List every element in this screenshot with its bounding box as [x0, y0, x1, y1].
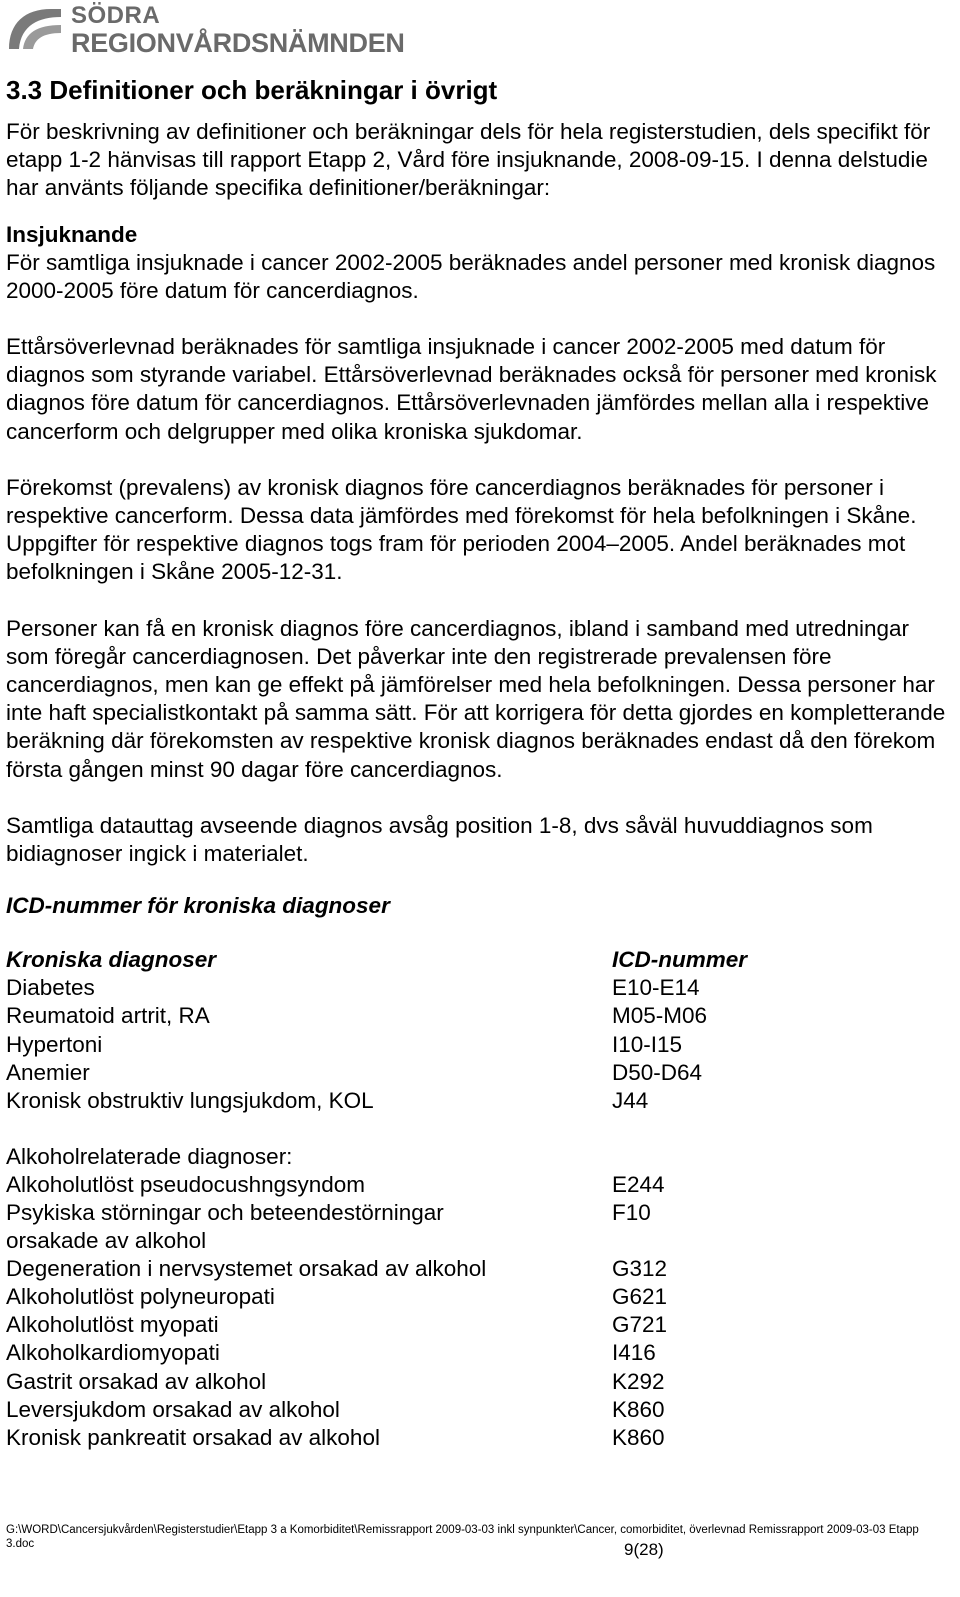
diagnosis-name: Psykiska störningar och beteendestörningar orsakade av alkohol — [6, 1200, 444, 1254]
table-header-row — [6, 946, 950, 974]
icd-code: E10-E14 — [612, 975, 700, 1001]
icd-table — [6, 946, 950, 1452]
icd-code: G721 — [612, 1312, 668, 1338]
table-row — [6, 1087, 950, 1115]
intro-paragraph: För beskrivning av definitioner och beräkningar dels för hela registerstudien, dels specifikt för etapp 1-2 hänvisas till rapport Etapp 2, Vård före insjuknande, 2008-09-15. I denna delstudie har använts följande specifika definitioner/beräkningar: — [6, 119, 931, 201]
logo-text-line2: REGIONVÅRDSNÄMNDEN — [71, 28, 405, 58]
diagnosis-name: Reumatoid artrit, RA — [6, 1003, 210, 1029]
page-footer — [6, 1523, 950, 1559]
diagnosis-name: Alkoholutlöst pseudocushngsyndom — [6, 1171, 365, 1197]
table-row — [6, 1283, 950, 1311]
diagnosis-name: Anemier — [6, 1059, 90, 1085]
table-row — [6, 1311, 950, 1339]
icd-code: I10-I15 — [612, 1031, 683, 1057]
diagnosis-name: Diabetes — [6, 975, 95, 1001]
icd-code: F10 — [612, 1200, 651, 1226]
table-row — [6, 1396, 950, 1424]
icd-code: G621 — [612, 1284, 668, 1310]
alcohol-label-row — [6, 1143, 950, 1171]
paragraph-5: Samtliga datauttag avseende diagnos avsåg position 1-8, dvs såväl huvuddiagnos som bidiagnoser ingick i materialet. — [6, 812, 873, 867]
diagnosis-name: Gastrit orsakad av alkohol — [6, 1368, 267, 1394]
paragraph-3: Förekomst (prevalens) av kronisk diagnos före cancerdiagnos beräknades för personer i respektive cancerform. Dessa data jämfördes med förekomst för hela befolkningen i Skåne. Uppgifter för respektive diagnos togs fram för perioden 2004–2005. Andel beräknades mot befolkningen i Skåne 2005-12-31. — [6, 474, 917, 585]
diagnosis-name: Kronisk obstruktiv lungsjukdom, KOL — [6, 1087, 374, 1113]
table-row — [6, 1031, 950, 1059]
alcohol-label: Alkoholrelaterade diagnoser: — [6, 1143, 293, 1169]
icd-code: G312 — [612, 1256, 668, 1282]
logo-text-line1: SÖDRA — [71, 2, 161, 29]
table-row — [6, 1059, 950, 1087]
table-row — [6, 974, 950, 1002]
header-logo — [5, 0, 425, 58]
section-title: 3.3 Definitioner och beräkningar i övrigt — [6, 75, 498, 105]
footer-file-path: G:\WORD\Cancersjukvården\Registerstudier\Etapp 3 a Komorbiditet\Remissrapport 2009-03-03 inkl synpunkter\Cancer, comorbiditet, överlevnad Remissrapport 2009-03-03 Etapp 3.doc — [6, 1524, 919, 1550]
table-row — [6, 1339, 950, 1367]
table-row — [6, 1424, 950, 1452]
diagnosis-name: Degeneration i nervsystemet orsakad av alkohol — [6, 1256, 487, 1282]
diagnosis-name: Kronisk pankreatit orsakad av alkohol — [6, 1424, 380, 1450]
col-header-icd: ICD-nummer — [612, 947, 748, 973]
table-row — [6, 1171, 950, 1199]
diagnosis-name: Alkoholkardiomyopati — [6, 1340, 220, 1366]
diagnosis-name: Alkoholutlöst myopati — [6, 1312, 219, 1338]
col-header-diagnoser: Kroniska diagnoser — [6, 947, 217, 973]
icd-code: K292 — [612, 1368, 665, 1394]
icd-code: D50-D64 — [612, 1059, 703, 1085]
icd-code: M05-M06 — [612, 1003, 708, 1029]
document-body — [6, 72, 950, 1452]
subheading-insjuknande: Insjuknande — [6, 221, 138, 247]
icd-code: K860 — [612, 1424, 665, 1450]
diagnosis-name: Alkoholutlöst polyneuropati — [6, 1284, 275, 1310]
table-row — [6, 1255, 950, 1283]
icd-code: K860 — [612, 1396, 665, 1422]
paragraph-4: Personer kan få en kronisk diagnos före cancerdiagnos, ibland i samband med utredningar som föregår cancerdiagnosen. Det påverkar inte den registrerade prevalensen före cancerdiagnos, men kan ge effekt på jämförelser med hela befolkningen. Dessa personer har inte haft specialistkontakt på samma sätt. För att korrigera för detta gjordes en kompletterande beräkning där förekomsten av respektive kronisk diagnos beräknades endast då den förekom första gången minst 90 dagar före cancerdiagnos. — [6, 615, 946, 782]
icd-code: I416 — [612, 1340, 656, 1366]
paragraph-1: För samtliga insjuknade i cancer 2002-2005 beräknades andel personer med kronisk diagnos 2000-2005 före datum för cancerdiagnos. — [6, 249, 936, 303]
table-row — [6, 1199, 950, 1255]
icd-heading: ICD-nummer för kroniska diagnoser — [6, 893, 390, 919]
page-number: 9(28) — [624, 1540, 664, 1559]
diagnosis-name: Leversjukdom orsakad av alkohol — [6, 1396, 340, 1422]
icd-code: J44 — [612, 1087, 649, 1113]
paragraph-2: Ettårsöverlevnad beräknades för samtliga insjuknade i cancer 2002-2005 med datum för diagnos som styrande variabel. Ettårsöverlevnad beräknades också för personer med kronisk diagnos före datum för cancerdiagnos. Ettårsöverlevnaden jämfördes mellan alla i respektive cancerform och delgrupper med olika kroniska sjukdomar. — [6, 334, 937, 444]
table-row — [6, 1368, 950, 1396]
diagnosis-name: Hypertoni — [6, 1031, 103, 1057]
icd-code: E244 — [612, 1171, 665, 1197]
table-row — [6, 1002, 950, 1030]
logo-mark-icon — [5, 3, 65, 55]
